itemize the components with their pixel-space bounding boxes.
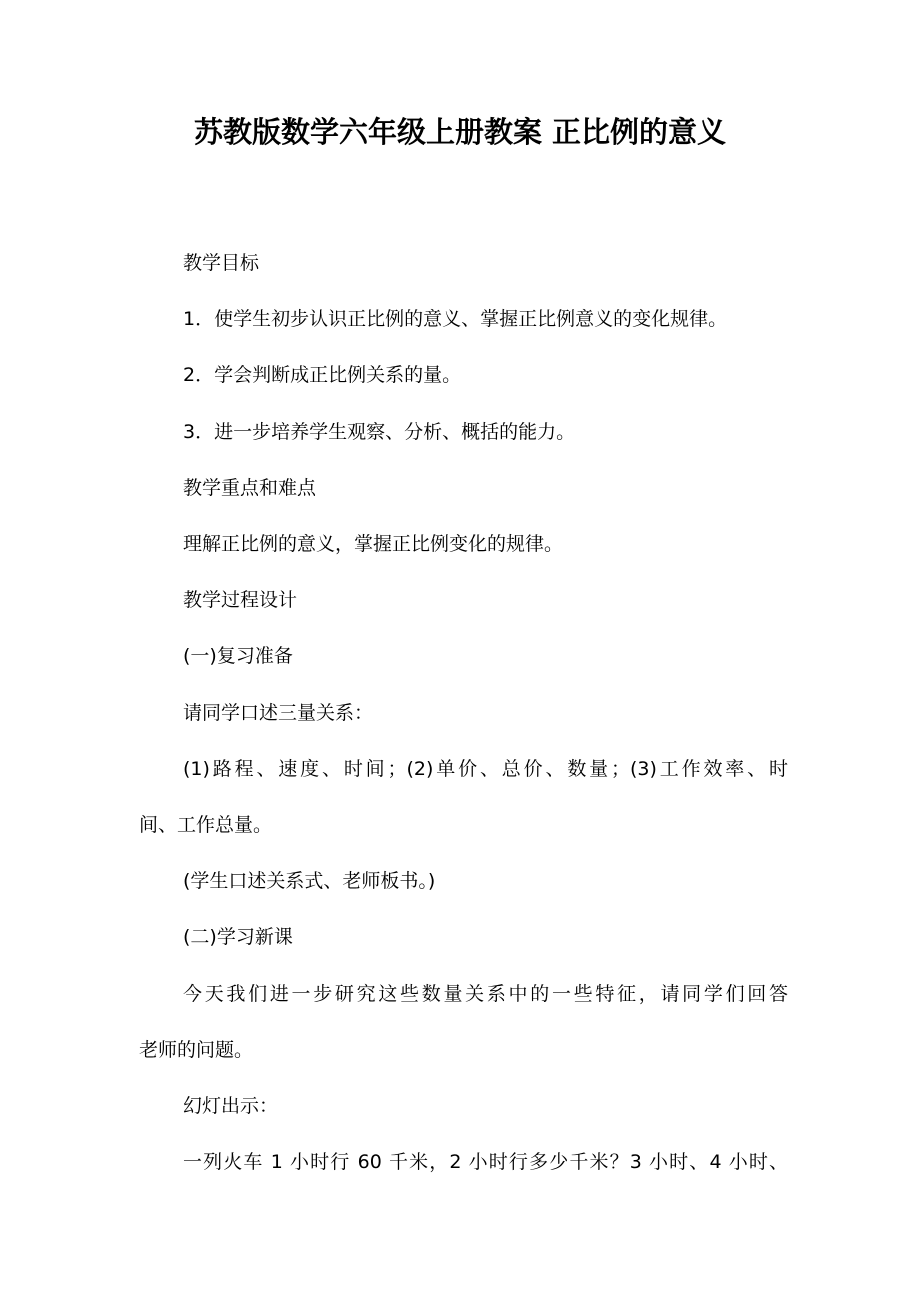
paragraph-relations-line-2: 间、工作总量。: [139, 814, 273, 836]
paragraph-intro-line-1: 今天我们进一步研究这些数量关系中的一些特征，请同学们回答: [183, 983, 788, 1005]
paragraph-teaching-goals: 教学目标: [183, 252, 260, 274]
paragraph-ask-students: 请同学口述三量关系：: [183, 702, 374, 724]
paragraph-process-heading: 教学过程设计: [183, 589, 298, 611]
paragraph-goal-3: 3．进一步培养学生观察、分析、概括的能力。: [183, 421, 576, 443]
paragraph-goal-2: 2．学会判断成正比例关系的量。: [183, 364, 462, 386]
paragraph-intro-line-2: 老师的问题。: [139, 1039, 254, 1061]
paragraph-section-1: (一)复习准备: [183, 645, 293, 667]
paragraph-section-2: (二)学习新课: [183, 926, 293, 948]
paragraph-key-points: 理解正比例的意义，掌握正比例变化的规律。: [183, 533, 564, 555]
paragraph-slide-show: 幻灯出示：: [183, 1095, 279, 1117]
paragraph-key-points-heading: 教学重点和难点: [183, 477, 317, 499]
paragraph-relations-line-1: (1)路程、速度、时间；(2)单价、总价、数量；(3)工作效率、时: [183, 758, 788, 780]
document-title: 苏教版数学六年级上册教案 正比例的意义: [193, 115, 727, 149]
paragraph-student-note: (学生口述关系式、老师板书。): [183, 870, 436, 892]
paragraph-goal-1: 1．使学生初步认识正比例的意义、掌握正比例意义的变化规律。: [183, 308, 728, 330]
paragraph-train-problem: 一列火车 1 小时行 60 千米，2 小时行多少千米？3 小时、4 小时、: [183, 1151, 788, 1173]
